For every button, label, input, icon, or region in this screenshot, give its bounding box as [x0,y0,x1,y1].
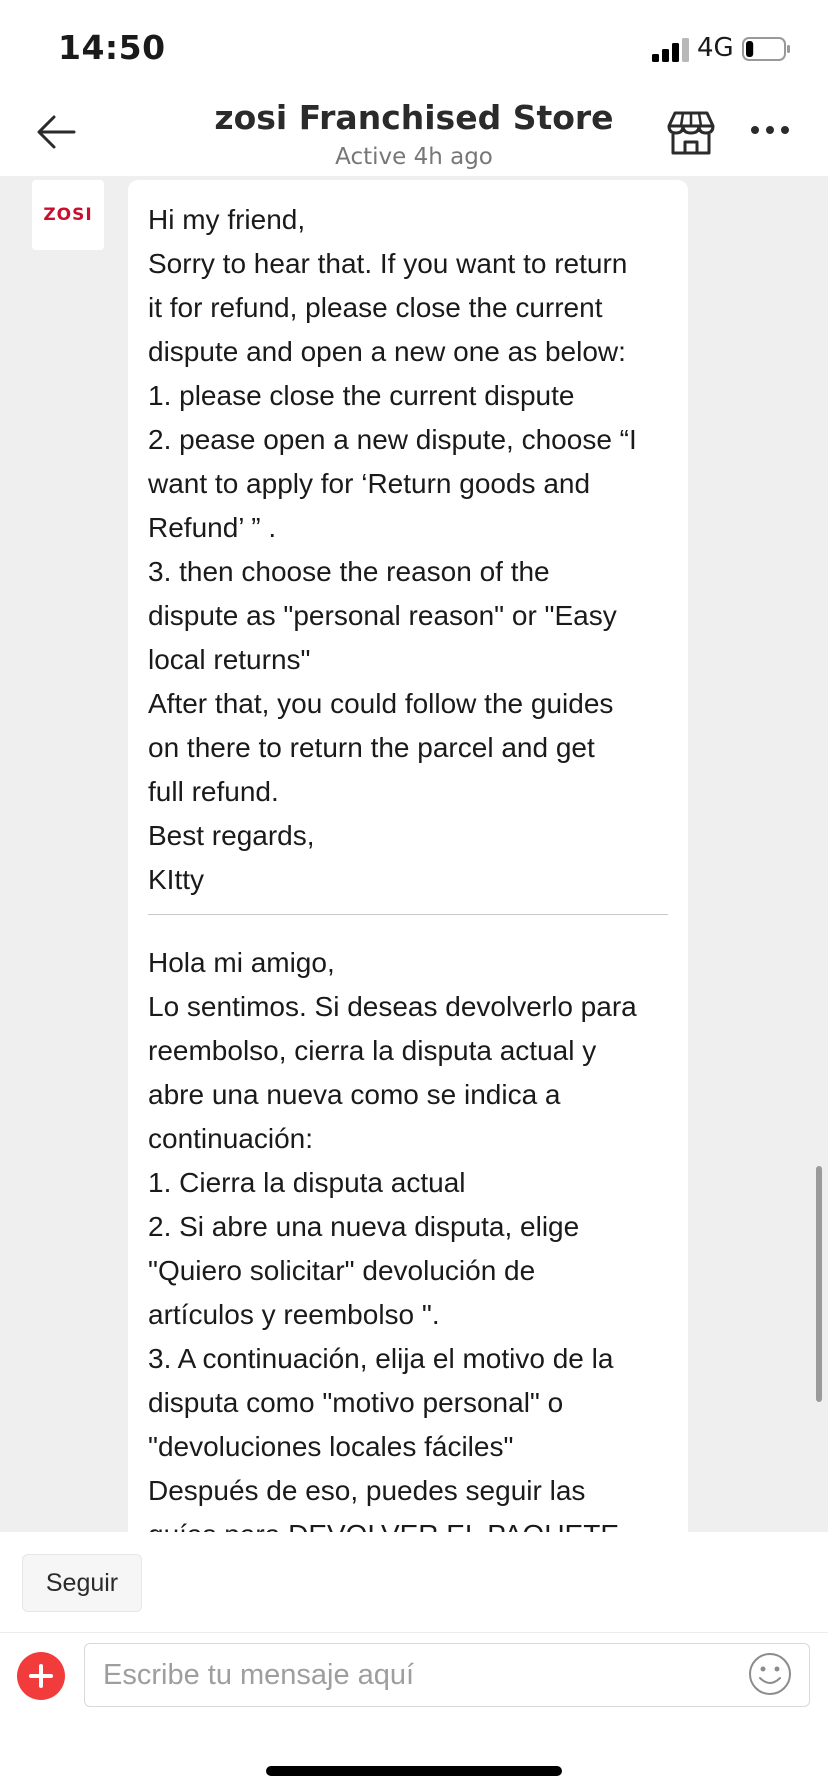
message-line: reembolso, cierra la disputa actual y [148,1035,597,1066]
message-line: want to apply for ‘Return goods and [148,468,591,499]
follow-button[interactable]: Seguir [22,1554,142,1612]
store-name: zosi Franchised Store [214,98,614,137]
chat-area[interactable] [0,176,828,1532]
store-icon[interactable] [666,108,716,156]
active-status: Active 4h ago [335,144,493,170]
message-line: Best regards, [148,820,315,851]
message-line: "devoluciones locales fáciles" [148,1431,514,1462]
battery-icon [742,37,792,61]
message-line: Sorry to hear that. If you want to return [148,248,628,279]
signal-icon [652,38,690,62]
message-line: Hola mi amigo, [148,947,335,978]
chat-header [0,100,828,176]
message-line: full refund. [148,776,279,807]
message-line: abre una nueva como se indica a [148,1079,561,1110]
message-line: artículos y reembolso ". [148,1299,440,1330]
home-area [0,1724,828,1792]
message-line: 1. please close the current dispute [148,380,575,411]
back-arrow-icon[interactable] [34,110,78,154]
message-line: 2. pease open a new dispute, choose “I [148,424,637,455]
message-line: Hi my friend, [148,204,306,235]
message-line: Lo sentimos. Si deseas devolverlo para [148,991,637,1022]
message-line: dispute as "personal reason" or "Easy [148,600,617,631]
status-bar [0,0,828,100]
composer-bar [0,1632,828,1724]
message-line: Refund’ ” . [148,512,277,543]
message-line: continuación: [148,1123,314,1154]
message-line: dispute and open a new one as below: [148,336,626,367]
follow-area [0,1532,828,1632]
message-line: Después de eso, puedes seguir las [148,1475,586,1506]
message-line: KItty [148,864,205,895]
message-line: on there to return the parcel and get [148,732,595,763]
store-avatar[interactable] [32,180,104,250]
message-bubble[interactable] [128,180,688,1580]
zosi-logo: ZOSI [43,205,93,225]
add-icon[interactable] [17,1652,65,1700]
network-type: 4G [697,33,734,63]
more-icon[interactable] [750,118,790,142]
status-time: 14:50 [58,28,166,67]
message-line: local returns" [148,644,311,675]
emoji-icon[interactable] [748,1652,792,1696]
message-divider [148,914,668,915]
message-spanish [148,941,668,1557]
message-line: it for refund, please close the current [148,292,603,323]
message-line: After that, you could follow the guides [148,688,614,719]
message-line: 2. Si abre una nueva disputa, elige [148,1211,580,1242]
message-english [148,198,668,902]
chat-scrollbar[interactable] [816,1166,822,1402]
message-line: 3. then choose the reason of the [148,556,550,587]
home-indicator[interactable] [266,1766,562,1776]
message-input[interactable] [84,1643,810,1707]
message-line: "Quiero solicitar" devolución de [148,1255,536,1286]
message-line: 1. Cierra la disputa actual [148,1167,466,1198]
message-line: 3. A continuación, elija el motivo de la [148,1343,614,1374]
message-line: disputa como "motivo personal" o [148,1387,564,1418]
